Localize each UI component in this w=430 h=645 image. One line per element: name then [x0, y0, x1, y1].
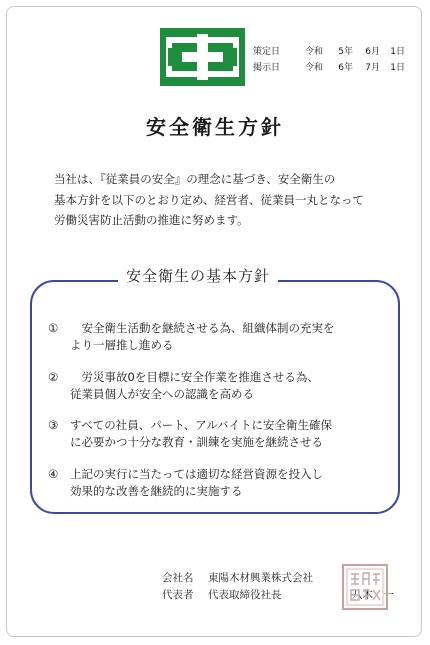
green-cross-logo-icon: [160, 28, 245, 86]
company-label: 会社名: [162, 572, 194, 584]
date-day: 1日: [390, 47, 405, 57]
policy-item: [48, 466, 388, 500]
established-date-row: [253, 44, 405, 60]
policy-text: 安全衛生活動を継続させる為、組織体制の充実を より一層推し進める: [70, 321, 335, 352]
date-era: 令和: [305, 47, 324, 57]
policy-number: ②: [48, 369, 59, 384]
policy-text: 上記の実行に当たっては適切な経営資源を投入し 効果的な改善を継続的に実施する: [70, 466, 323, 498]
policy-number: ④: [48, 466, 59, 481]
intro-paragraph: 当社は、『従業員の安全』の理念に基づき、安全衛生の 基本方針を以下のとおり定め、経営者、従業員一丸となって 労働災害防止活動の推進に努めます。: [54, 172, 365, 227]
policy-number: ③: [48, 418, 59, 432]
date-label: 掲示日: [253, 63, 281, 73]
policy-text: すべての社員、パート、アルバイトに安全衛生確保 に必要かつ十分な教育・訓練を実施を継続させる: [70, 418, 332, 449]
representative-name: 八木 一: [352, 588, 394, 601]
policy-item: [48, 320, 388, 354]
date-month: 7月: [365, 63, 380, 73]
policy-text: 労災事故0を目標に安全作業を推進させる為、 従業員個人が安全への認識を高める: [70, 369, 319, 401]
date-label: 策定日: [253, 47, 281, 57]
date-year: 5年: [338, 47, 353, 57]
date-year: 6年: [338, 63, 353, 73]
document-title: 安全衛生方針: [146, 115, 284, 139]
policy-item: [48, 369, 388, 403]
representative-title: 代表取締役社長: [208, 588, 282, 601]
company-name: 東陽木材興業株式会社: [208, 572, 313, 584]
policy-number: ①: [48, 321, 59, 335]
policy-item: [48, 417, 388, 451]
policy-list: [48, 320, 388, 514]
date-era: 令和: [305, 63, 324, 73]
representative-label: 代表者: [162, 588, 194, 601]
date-month: 6月: [365, 47, 380, 57]
posted-date-row: [253, 60, 405, 76]
date-block: [253, 44, 405, 76]
date-day: 1日: [390, 63, 405, 73]
company-seal-icon: [340, 562, 390, 612]
policy-heading: 安全衛生の基本方針: [118, 265, 278, 286]
